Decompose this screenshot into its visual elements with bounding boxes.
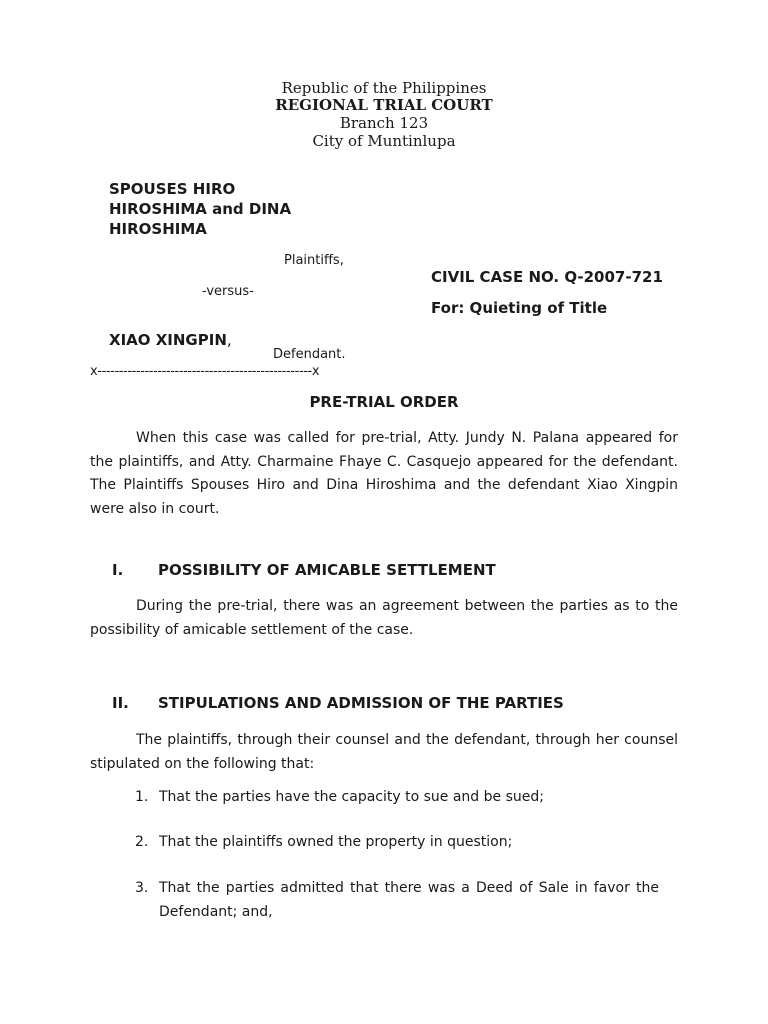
intro-paragraph-text: When this case was called for pre-trial, Atty. Jundy N. Palana appeared for the plaintiffs, and Atty. Charmaine Fhaye C. Casquejo appeared for the defendant. The Plaintiffs Spouses Hiro and Dina Hiroshima and the defendant Xiao Xingpin were also in court. <box>90 430 678 517</box>
case-subject: For: Quieting of Title <box>431 299 608 317</box>
section-1-heading: POSSIBILITY OF AMICABLE SETTLEMENT <box>158 561 496 579</box>
header-branch: Branch 123 <box>339 114 429 132</box>
section-2-paragraph-text: The plaintiffs, through their counsel and the defendant, through her counsel stipulated on the following that: <box>90 732 678 772</box>
stipulation-1-number: 1. <box>135 789 149 805</box>
section-2-paragraph <box>90 729 678 776</box>
stipulation-1-text: That the parties have the capacity to sue and be sued; <box>159 789 544 805</box>
stipulation-3-text: That the parties admitted that there was a Deed of Sale in favor the Defendant; and, <box>159 880 659 920</box>
plaintiffs-name-line-3: HIROSHIMA <box>109 220 207 238</box>
caption-divider: x--------------------------------------------------x <box>90 364 320 379</box>
document-title: PRE-TRIAL ORDER <box>309 393 459 411</box>
case-number: CIVIL CASE NO. Q-2007-721 <box>431 268 663 286</box>
versus-label: -versus- <box>202 284 254 299</box>
section-2-numeral: II. <box>112 694 129 712</box>
header-city: City of Muntinlupa <box>312 132 456 150</box>
defendant-name: XIAO XINGPIN <box>109 331 227 349</box>
plaintiffs-label: Plaintiffs, <box>284 253 344 268</box>
header-republic: Republic of the Philippines <box>281 79 487 97</box>
defendant-name-comma: , <box>226 331 232 349</box>
defendant-name-block <box>109 331 232 349</box>
section-1-paragraph-text: During the pre-trial, there was an agreement between the parties as to the possibility of amicable settlement of the case. <box>90 598 678 638</box>
section-1-paragraph <box>90 595 678 642</box>
stipulation-2-number: 2. <box>135 834 149 850</box>
plaintiffs-name-line-2: HIROSHIMA and DINA <box>109 200 292 218</box>
intro-paragraph <box>90 427 678 521</box>
stipulation-2-text: That the plaintiffs owned the property in question; <box>159 834 513 850</box>
defendant-label: Defendant. <box>273 347 346 362</box>
section-1-numeral: I. <box>112 561 124 579</box>
section-2-heading: STIPULATIONS AND ADMISSION OF THE PARTIES <box>158 694 564 712</box>
header-court: REGIONAL TRIAL COURT <box>275 96 493 114</box>
plaintiffs-name-line-1: SPOUSES HIRO <box>109 180 236 198</box>
stipulation-3-number: 3. <box>135 880 149 896</box>
